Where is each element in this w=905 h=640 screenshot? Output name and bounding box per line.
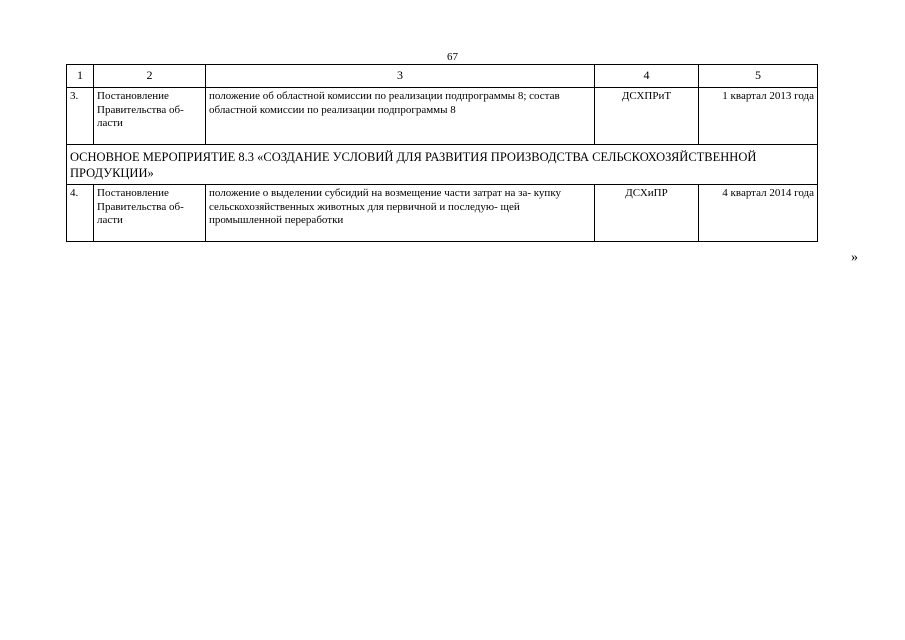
table-row <box>67 88 818 145</box>
header-cell-3: 3 <box>206 65 595 88</box>
document-description: положение о выделении субсидий на возмещение части затрат на за- купку сельскохозяйственных животных для первичной и последую- щей промышленной переработки <box>206 185 595 242</box>
header-cell-2: 2 <box>94 65 206 88</box>
responsible-executor: ДСХиПР <box>595 185 699 242</box>
table-row <box>67 185 818 242</box>
document-table <box>66 64 818 242</box>
responsible-executor: ДСХПРиТ <box>595 88 699 145</box>
document-type: Постановление Правительства об- ласти <box>94 185 206 242</box>
header-cell-5: 5 <box>699 65 818 88</box>
deadline: 1 квартал 2013 года <box>699 88 818 145</box>
closing-quote: » <box>851 250 858 265</box>
section-heading-row <box>67 145 818 185</box>
header-cell-4: 4 <box>595 65 699 88</box>
document-type: Постановление Правительства об- ласти <box>94 88 206 145</box>
header-cell-1: 1 <box>67 65 94 88</box>
page-number: 67 <box>447 51 458 63</box>
table-header-row <box>67 65 818 88</box>
section-heading: ОСНОВНОЕ МЕРОПРИЯТИЕ 8.3 «СОЗДАНИЕ УСЛОВИЙ ДЛЯ РАЗВИТИЯ ПРОИЗВОДСТВА СЕЛЬСКОХОЗЯЙСТВЕННОЙ ПРОДУКЦИИ» <box>67 145 818 185</box>
row-number: 4. <box>67 185 94 242</box>
row-number: 3. <box>67 88 94 145</box>
deadline: 4 квартал 2014 года <box>699 185 818 242</box>
document-description: положение об областной комиссии по реализации подпрограммы 8; состав областной комиссии по реализации подпрограммы 8 <box>206 88 595 145</box>
